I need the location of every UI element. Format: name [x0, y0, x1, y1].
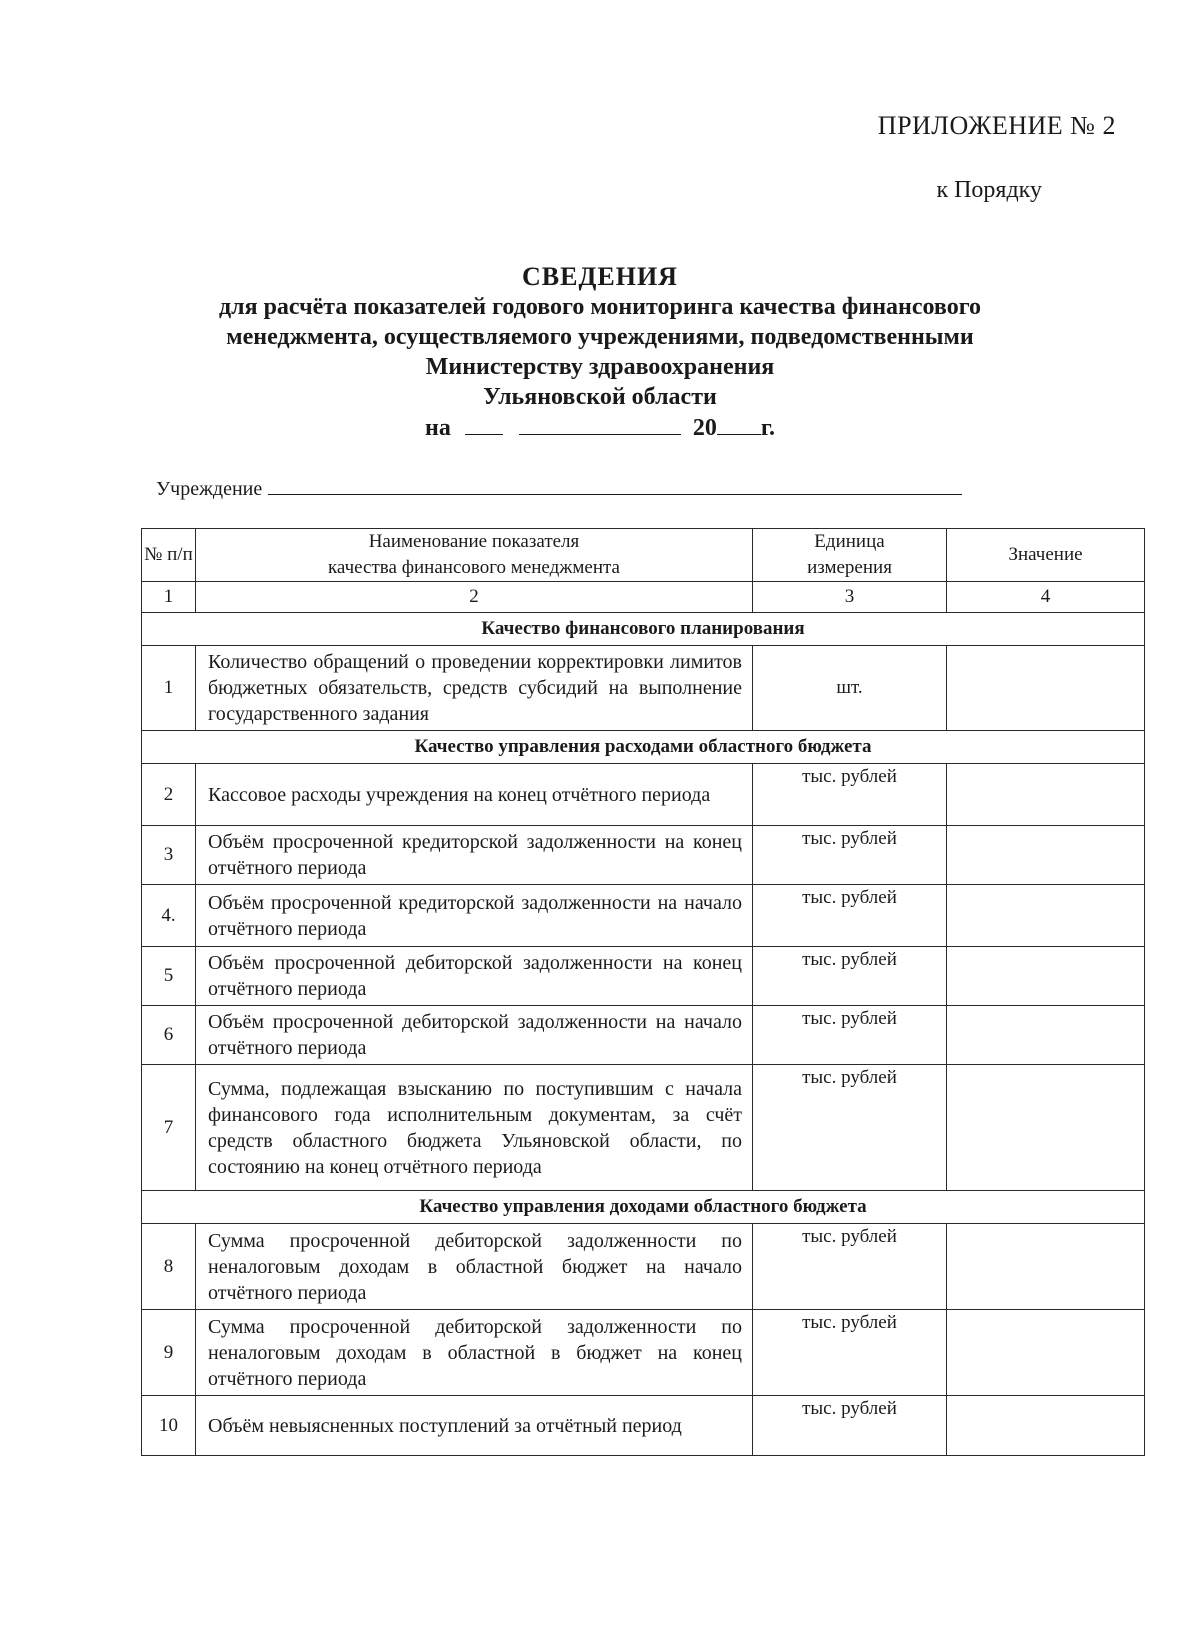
- section-row: [142, 1191, 1145, 1224]
- value-cell[interactable]: [947, 646, 1145, 731]
- indicators-table: [141, 528, 1145, 1456]
- year-blank[interactable]: [717, 412, 761, 435]
- row-number: 3: [142, 826, 196, 885]
- row-number: 10: [142, 1396, 196, 1456]
- appendix-label: ПРИЛОЖЕНИЕ № 2: [877, 111, 1116, 140]
- column-number-row: [142, 582, 1145, 613]
- header-name: [196, 529, 753, 582]
- column-number: 3: [753, 582, 947, 613]
- indicator-name: Сумма, подлежащая взысканию по поступившим с начала финансового года исполнительным документам, за счёт средств областного бюджета Ульяновской области, по состоянию на конец отчётного периода: [196, 1065, 753, 1191]
- table-row: [142, 826, 1145, 885]
- row-number: 1: [142, 646, 196, 731]
- value-cell[interactable]: [947, 947, 1145, 1006]
- header-unit-line-1: Единица: [814, 531, 885, 552]
- table-row: [142, 1310, 1145, 1396]
- value-cell[interactable]: [947, 826, 1145, 885]
- section-row: [142, 731, 1145, 764]
- section-title: Качество управления доходами областного бюджета: [142, 1191, 1145, 1224]
- date-prefix: на: [424, 415, 451, 441]
- institution-blank[interactable]: [268, 476, 962, 495]
- table-row: [142, 764, 1145, 826]
- date-year: 20: [692, 415, 717, 441]
- unit-of-measure: тыс. рублей: [753, 1310, 947, 1396]
- row-number: 6: [142, 1006, 196, 1065]
- section-row: [142, 613, 1145, 646]
- indicator-name: Объём просроченной дебиторской задолженности на начало отчётного периода: [196, 1006, 753, 1065]
- value-cell[interactable]: [947, 1310, 1145, 1396]
- indicator-name: Объём невыясненных поступлений за отчётный период: [196, 1396, 753, 1456]
- value-cell[interactable]: [947, 1006, 1145, 1065]
- value-cell[interactable]: [947, 1396, 1145, 1456]
- unit-of-measure: тыс. рублей: [753, 1065, 947, 1191]
- institution-field: [156, 476, 962, 501]
- row-number: 7: [142, 1065, 196, 1191]
- table-row: [142, 947, 1145, 1006]
- table-row: [142, 1396, 1145, 1456]
- indicator-name: Сумма просроченной дебиторской задолженности по неналоговым доходам в областной в бюджет на конец отчётного периода: [196, 1310, 753, 1396]
- date-line: [140, 412, 1060, 443]
- row-number: 9: [142, 1310, 196, 1396]
- row-number: 2: [142, 764, 196, 826]
- header-name-line-1: Наименование показателя: [368, 531, 580, 552]
- unit-of-measure: тыс. рублей: [753, 826, 947, 885]
- header-unit-line-2: измерения: [807, 557, 892, 578]
- document-title: СВЕДЕНИЯ: [522, 262, 678, 291]
- date-suffix: г.: [760, 415, 776, 441]
- title-line-2: менеджмента, осуществляемого учреждениями, подведомственными: [226, 324, 974, 350]
- table-row: [142, 1065, 1145, 1191]
- table-row: [142, 1224, 1145, 1310]
- section-title: Качество финансового планирования: [142, 613, 1145, 646]
- row-number: 5: [142, 947, 196, 1006]
- unit-of-measure: тыс. рублей: [753, 947, 947, 1006]
- indicator-name: Сумма просроченной дебиторской задолженности по неналоговым доходам в областной бюджет на начало отчётного периода: [196, 1224, 753, 1310]
- table-header-row: [142, 529, 1145, 582]
- header-value: Значение: [947, 529, 1145, 582]
- title-block: [140, 262, 1060, 443]
- value-cell[interactable]: [947, 1065, 1145, 1191]
- indicator-name: Кассовое расходы учреждения на конец отчётного периода: [196, 764, 753, 826]
- table-row: [142, 646, 1145, 731]
- row-number: 4.: [142, 885, 196, 947]
- institution-label: Учреждение: [156, 478, 263, 500]
- value-cell[interactable]: [947, 1224, 1145, 1310]
- value-cell[interactable]: [947, 885, 1145, 947]
- day-blank[interactable]: [465, 412, 503, 435]
- section-title: Качество управления расходами областного бюджета: [142, 731, 1145, 764]
- header-name-line-2: качества финансового менеджмента: [327, 557, 620, 578]
- header-num: № п/п: [142, 529, 196, 582]
- unit-of-measure: тыс. рублей: [753, 885, 947, 947]
- column-number: 2: [196, 582, 753, 613]
- unit-of-measure: тыс. рублей: [753, 1006, 947, 1065]
- indicator-name: Количество обращений о проведении корректировки лимитов бюджетных обязательств, средств субсидий на выполнение государственного задания: [196, 646, 753, 731]
- title-line-4: Ульяновской области: [483, 384, 717, 410]
- indicator-name: Объём просроченной дебиторской задолженности на конец отчётного периода: [196, 947, 753, 1006]
- title-line-3: Министерству здравоохранения: [425, 354, 775, 380]
- table-row: [142, 885, 1145, 947]
- title-line-1: для расчёта показателей годового мониторинга качества финансового: [218, 294, 982, 320]
- unit-of-measure: тыс. рублей: [753, 1396, 947, 1456]
- to-order-label: к Порядку: [936, 177, 1042, 203]
- header-unit: [753, 529, 947, 582]
- indicator-name: Объём просроченной кредиторской задолженности на начало отчётного периода: [196, 885, 753, 947]
- row-number: 8: [142, 1224, 196, 1310]
- value-cell[interactable]: [947, 764, 1145, 826]
- indicator-name: Объём просроченной кредиторской задолженности на конец отчётного периода: [196, 826, 753, 885]
- unit-of-measure: тыс. рублей: [753, 1224, 947, 1310]
- month-blank[interactable]: [519, 412, 681, 435]
- column-number: 1: [142, 582, 196, 613]
- unit-of-measure: тыс. рублей: [753, 764, 947, 826]
- unit-of-measure: шт.: [753, 646, 947, 731]
- column-number: 4: [947, 582, 1145, 613]
- table-row: [142, 1006, 1145, 1065]
